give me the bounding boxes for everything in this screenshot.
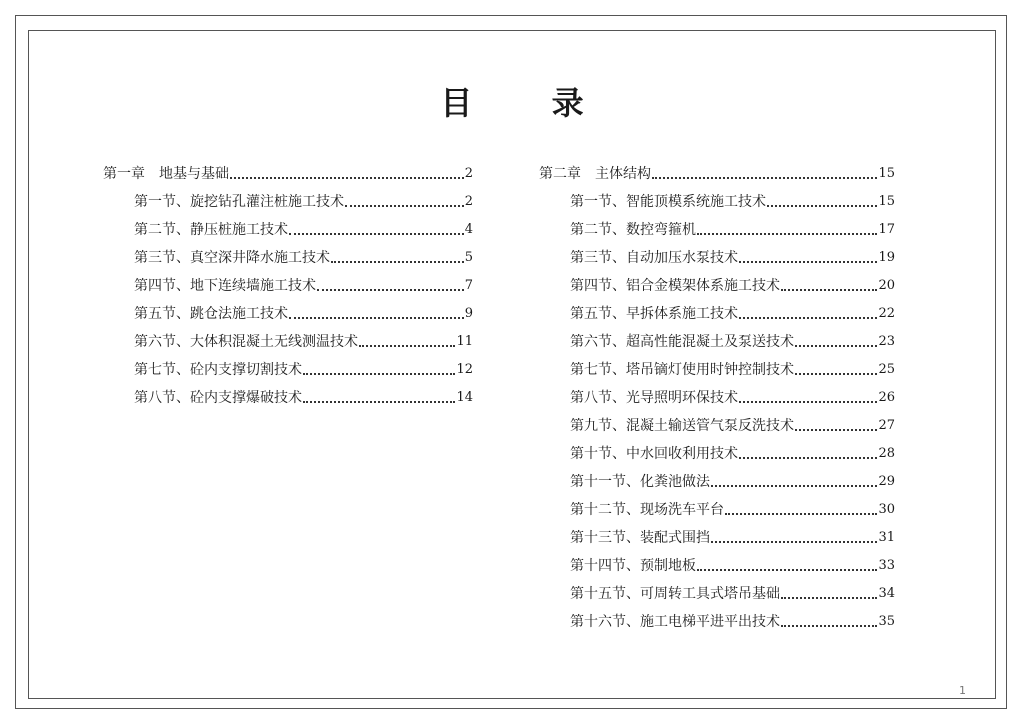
- toc-section-entry[interactable]: [539, 244, 895, 272]
- toc-entry-page: 26: [878, 390, 895, 405]
- toc-entry-label: 第十六节、施工电梯平进平出技术: [570, 614, 780, 630]
- dot-leader: [303, 401, 455, 403]
- toc-section-entry[interactable]: [539, 272, 895, 300]
- dot-leader: [652, 177, 877, 179]
- dot-leader: [303, 373, 455, 375]
- dot-leader: [345, 205, 464, 207]
- dot-leader: [230, 177, 464, 179]
- dot-leader: [795, 373, 877, 375]
- toc-entry-page: 12: [456, 362, 473, 377]
- toc-entry-page: 27: [878, 418, 895, 433]
- toc-entry-label: 第八节、砼内支撑爆破技术: [134, 390, 302, 406]
- dot-leader: [795, 345, 877, 347]
- toc-section-entry[interactable]: [539, 580, 895, 608]
- toc-entry-label: 第七节、塔吊镝灯使用时钟控制技术: [570, 362, 794, 378]
- toc-entry-label: 第四节、地下连续墙施工技术: [134, 278, 316, 294]
- toc-entry-label: 第五节、早拆体系施工技术: [570, 306, 738, 322]
- toc-entry-page: 7: [464, 278, 473, 293]
- toc-entry-label: 第三节、自动加压水泵技术: [570, 250, 738, 266]
- toc-entry-label: 第十三节、装配式围挡: [570, 530, 710, 546]
- toc-entry-page: 9: [464, 306, 473, 321]
- toc-entry-page: 28: [878, 446, 895, 461]
- toc-section-entry[interactable]: [539, 608, 895, 636]
- toc-section-entry[interactable]: [539, 188, 895, 216]
- toc-entry-label: 第五节、跳仓法施工技术: [134, 306, 288, 322]
- dot-leader: [725, 513, 877, 515]
- toc-entry-label: 第六节、超高性能混凝土及泵送技术: [570, 334, 794, 350]
- toc-entry-page: 30: [878, 502, 895, 517]
- toc-entry-label: 第一节、旋挖钻孔灌注桩施工技术: [134, 194, 344, 210]
- toc-entry-label: 第一章 地基与基础: [103, 166, 229, 182]
- toc-entry-label: 第七节、砼内支撑切割技术: [134, 362, 302, 378]
- dot-leader: [781, 289, 877, 291]
- toc-entry-label: 第十二节、现场洗车平台: [570, 502, 724, 518]
- toc-left-column: [103, 160, 473, 412]
- toc-entry-page: 2: [464, 166, 473, 181]
- toc-entry-label: 第四节、铝合金模架体系施工技术: [570, 278, 780, 294]
- dot-leader: [697, 569, 877, 571]
- toc-entry-page: 31: [878, 530, 895, 545]
- toc-section-entry[interactable]: [539, 384, 895, 412]
- toc-entry-page: 33: [878, 558, 895, 573]
- toc-entry-page: 23: [878, 334, 895, 349]
- toc-title: 目 录: [440, 84, 618, 122]
- toc-entry-label: 第二节、数控弯箍机: [570, 222, 696, 238]
- toc-section-entry[interactable]: [539, 440, 895, 468]
- toc-section-entry[interactable]: [539, 552, 895, 580]
- toc-chapter-entry[interactable]: [103, 160, 473, 188]
- toc-entry-label: 第九节、混凝土输送管气泵反洗技术: [570, 418, 794, 434]
- toc-entry-label: 第十五节、可周转工具式塔吊基础: [570, 586, 780, 602]
- toc-section-entry[interactable]: [103, 300, 473, 328]
- toc-entry-label: 第六节、大体积混凝土无线测温技术: [134, 334, 358, 350]
- toc-entry-page: 2: [464, 194, 473, 209]
- toc-entry-page: 11: [456, 334, 473, 349]
- toc-section-entry[interactable]: [103, 272, 473, 300]
- toc-entry-page: 25: [878, 362, 895, 377]
- dot-leader: [767, 205, 877, 207]
- toc-section-entry[interactable]: [103, 384, 473, 412]
- dot-leader: [739, 261, 877, 263]
- toc-section-entry[interactable]: [103, 244, 473, 272]
- toc-entry-page: 22: [878, 306, 895, 321]
- dot-leader: [781, 625, 877, 627]
- toc-section-entry[interactable]: [103, 356, 473, 384]
- dot-leader: [711, 541, 877, 543]
- toc-entry-label: 第八节、光导照明环保技术: [570, 390, 738, 406]
- toc-entry-label: 第二节、静压桩施工技术: [134, 222, 288, 238]
- dot-leader: [289, 317, 464, 319]
- toc-entry-label: 第十节、中水回收利用技术: [570, 446, 738, 462]
- toc-entry-page: 15: [878, 166, 895, 181]
- toc-entry-page: 34: [878, 586, 895, 601]
- toc-section-entry[interactable]: [539, 468, 895, 496]
- dot-leader: [289, 233, 464, 235]
- dot-leader: [739, 457, 877, 459]
- dot-leader: [795, 429, 877, 431]
- toc-entry-page: 4: [464, 222, 473, 237]
- toc-entry-page: 20: [878, 278, 895, 293]
- dot-leader: [697, 233, 877, 235]
- page-number: 1: [959, 684, 966, 697]
- toc-section-entry[interactable]: [539, 496, 895, 524]
- toc-entry-page: 19: [878, 250, 895, 265]
- toc-entry-label: 第一节、智能顶模系统施工技术: [570, 194, 766, 210]
- toc-entry-page: 35: [878, 614, 895, 629]
- toc-entry-page: 29: [878, 474, 895, 489]
- toc-entry-page: 5: [464, 250, 473, 265]
- toc-section-entry[interactable]: [539, 412, 895, 440]
- dot-leader: [739, 401, 877, 403]
- toc-entry-label: 第二章 主体结构: [539, 166, 651, 182]
- toc-right-column: [539, 160, 895, 636]
- dot-leader: [711, 485, 877, 487]
- toc-entry-label: 第三节、真空深井降水施工技术: [134, 250, 330, 266]
- toc-section-entry[interactable]: [539, 300, 895, 328]
- toc-chapter-entry[interactable]: [539, 160, 895, 188]
- toc-entry-page: 17: [878, 222, 895, 237]
- toc-section-entry[interactable]: [539, 216, 895, 244]
- toc-section-entry[interactable]: [103, 216, 473, 244]
- dot-leader: [331, 261, 464, 263]
- toc-entry-label: 第十一节、化粪池做法: [570, 474, 710, 490]
- toc-section-entry[interactable]: [539, 328, 895, 356]
- dot-leader: [781, 597, 877, 599]
- toc-section-entry[interactable]: [103, 328, 473, 356]
- toc-entry-page: 14: [456, 390, 473, 405]
- toc-entry-page: 15: [878, 194, 895, 209]
- toc-section-entry[interactable]: [103, 188, 473, 216]
- dot-leader: [739, 317, 877, 319]
- toc-section-entry[interactable]: [539, 356, 895, 384]
- dot-leader: [359, 345, 455, 347]
- toc-entry-label: 第十四节、预制地板: [570, 558, 696, 574]
- dot-leader: [317, 289, 464, 291]
- toc-section-entry[interactable]: [539, 524, 895, 552]
